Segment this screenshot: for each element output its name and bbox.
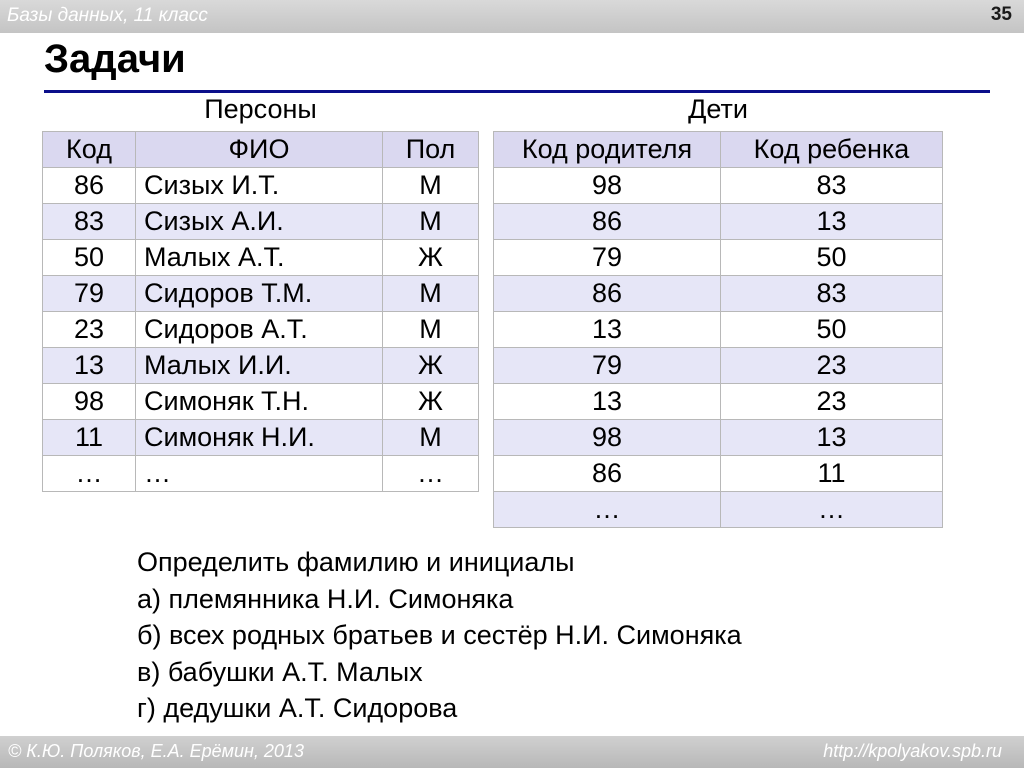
table-cell: …: [43, 456, 136, 492]
table-cell: Сизых А.И.: [136, 204, 383, 240]
table-cell: Ж: [383, 240, 479, 276]
table-row: [43, 276, 479, 312]
table-cell: 23: [43, 312, 136, 348]
page-number: 35: [990, 4, 1012, 25]
task-item-a: а) племянника Н.И. Симоняка: [137, 583, 514, 614]
title-divider: [44, 90, 990, 93]
table-row: [494, 384, 943, 420]
table-cell: Ж: [383, 384, 479, 420]
table-cell: 79: [494, 240, 721, 276]
table-cell: …: [721, 492, 943, 528]
table-cell: 50: [43, 240, 136, 276]
table-cell: 86: [43, 168, 136, 204]
children-col-parent: Код родителя: [494, 132, 721, 168]
table-row: [43, 384, 479, 420]
table-cell: …: [383, 456, 479, 492]
table-cell: 11: [43, 420, 136, 456]
table-cell: 11: [721, 456, 943, 492]
table-cell: 50: [721, 240, 943, 276]
footer-authors: © К.Ю. Поляков, Е.А. Ерёмин, 2013: [8, 741, 304, 761]
table-cell: 23: [721, 348, 943, 384]
table-row: [494, 276, 943, 312]
table-row: [494, 168, 943, 204]
table-row: [43, 348, 479, 384]
table-cell: 13: [721, 420, 943, 456]
table-row: [43, 312, 479, 348]
course-name: Базы данных, 11 класс: [7, 5, 208, 26]
footer-url: http://kpolyakov.spb.ru: [823, 741, 1002, 761]
table-cell: 50: [721, 312, 943, 348]
table-row: [494, 204, 943, 240]
table-row: [43, 168, 479, 204]
persons-col-sex: Пол: [383, 132, 479, 168]
table-cell: 13: [721, 204, 943, 240]
header-bar: [0, 0, 1024, 33]
table-row: [494, 492, 943, 528]
table-row: [494, 348, 943, 384]
table-cell: 98: [494, 420, 721, 456]
table-cell: …: [136, 456, 383, 492]
table-row: [43, 420, 479, 456]
persons-table: [42, 131, 479, 492]
table-cell: 23: [721, 384, 943, 420]
table-row: [43, 204, 479, 240]
table-cell: М: [383, 168, 479, 204]
table-cell: Малых И.И.: [136, 348, 383, 384]
persons-col-code: Код: [43, 132, 136, 168]
table-cell: 86: [494, 204, 721, 240]
page-title: Задачи: [44, 37, 186, 81]
table-row: [494, 312, 943, 348]
table-row: [43, 240, 479, 276]
table-cell: М: [383, 420, 479, 456]
table-cell: 83: [721, 168, 943, 204]
task-item-c: в) бабушки А.Т. Малых: [137, 656, 423, 687]
task-item-b: б) всех родных братьев и сестёр Н.И. Симоняка: [137, 620, 742, 650]
table-cell: 13: [494, 384, 721, 420]
table-row: [43, 456, 479, 492]
persons-caption: Персоны: [204, 94, 317, 124]
table-cell: 83: [43, 204, 136, 240]
footer-bar: [0, 736, 1024, 768]
table-row: [494, 420, 943, 456]
table-cell: 86: [494, 276, 721, 312]
table-row: [494, 240, 943, 276]
task-list: [137, 544, 742, 727]
table-cell: Сизых И.Т.: [136, 168, 383, 204]
table-cell: 79: [494, 348, 721, 384]
table-row: [494, 456, 943, 492]
table-cell: Сидоров А.Т.: [136, 312, 383, 348]
table-cell: 98: [43, 384, 136, 420]
persons-col-name: ФИО: [136, 132, 383, 168]
table-cell: …: [494, 492, 721, 528]
children-col-child: Код ребенка: [721, 132, 943, 168]
table-cell: Симоняк Т.Н.: [136, 384, 383, 420]
table-cell: Ж: [383, 348, 479, 384]
table-cell: Малых А.Т.: [136, 240, 383, 276]
table-cell: 13: [494, 312, 721, 348]
table-cell: 86: [494, 456, 721, 492]
children-table: [493, 131, 943, 528]
table-cell: М: [383, 276, 479, 312]
table-cell: 79: [43, 276, 136, 312]
table-cell: 98: [494, 168, 721, 204]
table-cell: М: [383, 204, 479, 240]
table-cell: 83: [721, 276, 943, 312]
table-cell: М: [383, 312, 479, 348]
table-cell: Симоняк Н.И.: [136, 420, 383, 456]
children-caption: Дети: [688, 94, 748, 124]
table-cell: Сидоров Т.М.: [136, 276, 383, 312]
task-intro: Определить фамилию и инициалы: [137, 547, 575, 577]
table-cell: 13: [43, 348, 136, 384]
task-item-d: г) дедушки А.Т. Сидорова: [137, 693, 458, 723]
